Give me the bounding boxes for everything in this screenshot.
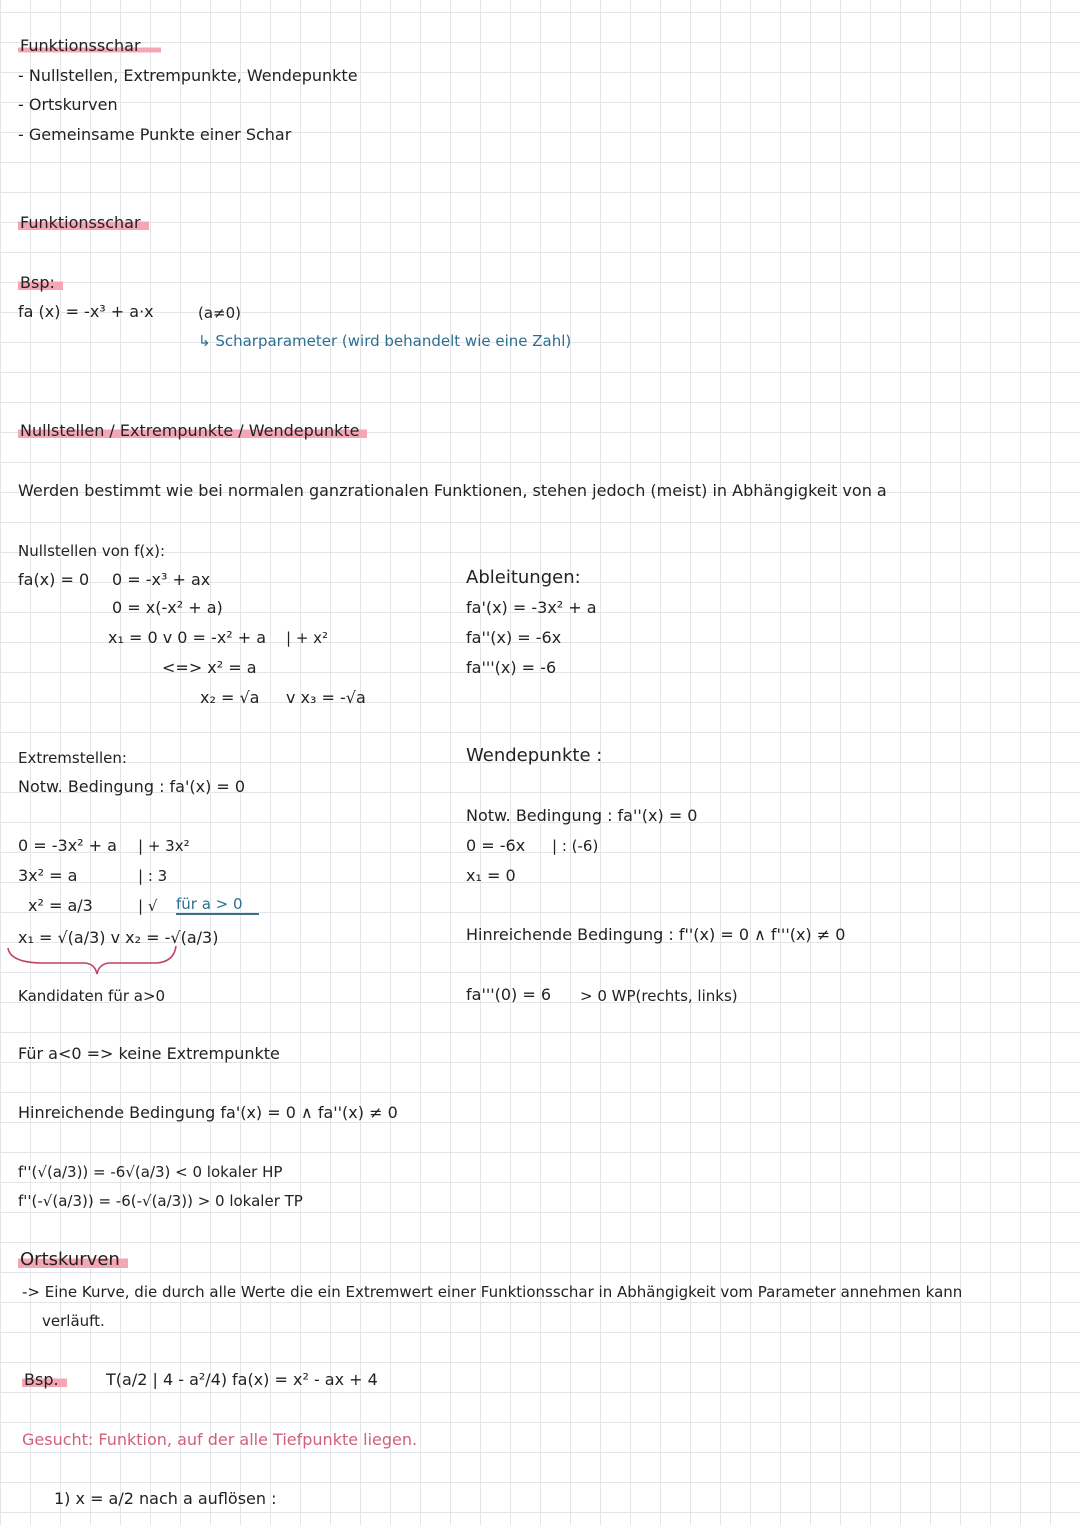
nullstellen-line-5: x₂ = √a [200, 688, 260, 707]
nullstellen-line-6: v x₃ = -√a [286, 688, 366, 707]
nullstellen-heading: Nullstellen von f(x): [18, 542, 166, 560]
section1-condition: (a≠0) [198, 304, 242, 322]
nullstellen-line-4: <=> x² = a [162, 658, 257, 677]
nullstellen-line-3: x₁ = 0 v 0 = -x² + a [108, 628, 267, 647]
ortskurven-definition-line-1: -> Eine Kurve, die durch alle Werte die ein Extremwert einer Funktionsschar in Abhängigkeit vom Parameter annehmen kann [22, 1283, 963, 1301]
extrem-op-1: | + 3x² [138, 837, 190, 855]
extremstellen-heading: Extremstellen: [18, 749, 127, 767]
wendepunkte-step-1: 0 = -6x [466, 836, 526, 855]
extrem-step-4: x₁ = √(a/3) v x₂ = -√(a/3) [18, 928, 219, 947]
overview-item-2: - Ortskurven [18, 95, 118, 114]
extrem-check-2: f''(-√(a/3)) = -6(-√(a/3)) > 0 lokaler TP [18, 1192, 303, 1210]
ortskurven-gesucht: Gesucht: Funktion, auf der alle Tiefpunkte liegen. [22, 1430, 418, 1449]
wendepunkte-heading: Wendepunkte : [466, 745, 603, 766]
ableitung-1: fa'(x) = -3x² + a [466, 598, 597, 617]
extrem-condition: für a > 0 [176, 894, 259, 914]
extrem-step-2: 3x² = a [18, 866, 78, 885]
overview-item-1: - Nullstellen, Extrempunkte, Wendepunkte [18, 66, 358, 85]
wendepunkte-hinreichend: Hinreichende Bedingung : f''(x) = 0 ∧ f'''(x) ≠ 0 [466, 925, 846, 944]
ortskurven-step-1: 1) x = a/2 nach a auflösen : [54, 1489, 277, 1508]
extremstellen-notw: Notw. Bedingung : fa'(x) = 0 [18, 777, 246, 796]
ableitung-2: fa''(x) = -6x [466, 628, 562, 647]
extrem-op-3: | √ [138, 897, 158, 915]
nullstellen-line-2: 0 = x(-x² + a) [112, 598, 223, 617]
ableitung-3: fa'''(x) = -6 [466, 658, 557, 677]
wendepunkte-result: > 0 WP(rechts, links) [580, 987, 738, 1005]
ortskurven-definition-line-2: verläuft. [42, 1312, 105, 1330]
wendepunkte-op-1: | : (-6) [552, 837, 599, 855]
nullstellen-lhs: fa(x) = 0 [18, 570, 90, 589]
nullstellen-line-1: 0 = -x³ + ax [112, 570, 211, 589]
wendepunkte-notw: Notw. Bedingung : fa''(x) = 0 [466, 806, 698, 825]
extrem-step-1: 0 = -3x² + a [18, 836, 117, 855]
ableitungen-heading: Ableitungen: [466, 567, 581, 588]
overview-item-3: - Gemeinsame Punkte einer Schar [18, 125, 292, 144]
section3-title: Ortskurven [18, 1250, 128, 1270]
extrem-hinreichend: Hinreichende Bedingung fa'(x) = 0 ∧ fa''(x) ≠ 0 [18, 1103, 398, 1122]
extrem-op-2: | : 3 [138, 867, 168, 885]
ortskurven-bsp: Bsp. [22, 1370, 67, 1390]
section1-function: fa (x) = -x³ + a·x [18, 302, 154, 321]
extrem-keine: Für a<0 => keine Extrempunkte [18, 1044, 280, 1063]
extrem-step-3: x² = a/3 [28, 896, 93, 915]
wendepunkte-check: fa'''(0) = 6 [466, 985, 552, 1004]
extrem-check-1: f''(√(a/3)) = -6√(a/3) < 0 lokaler HP [18, 1163, 283, 1181]
section2-intro: Werden bestimmt wie bei normalen ganzrationalen Funktionen, stehen jedoch (meist) in Abhängigkeit von a [18, 481, 887, 500]
section2-title: Nullstellen / Extrempunkte / Wendepunkte [18, 421, 367, 441]
extrem-kandidaten: Kandidaten für a>0 [18, 987, 166, 1005]
nullstellen-op-1: | + x² [286, 629, 329, 647]
section1-title: Funktionsschar [18, 213, 149, 233]
overview-title: Funktionsschar [18, 36, 161, 56]
ortskurven-point: T(a/2 | 4 - a²/4) [106, 1370, 228, 1389]
section1-bsp: Bsp: [18, 273, 63, 293]
wendepunkte-step-2: x₁ = 0 [466, 866, 516, 885]
ortskurven-function: fa(x) = x² - ax + 4 [232, 1370, 378, 1389]
section1-note: ↳ Scharparameter (wird behandelt wie eine Zahl) [198, 332, 572, 350]
